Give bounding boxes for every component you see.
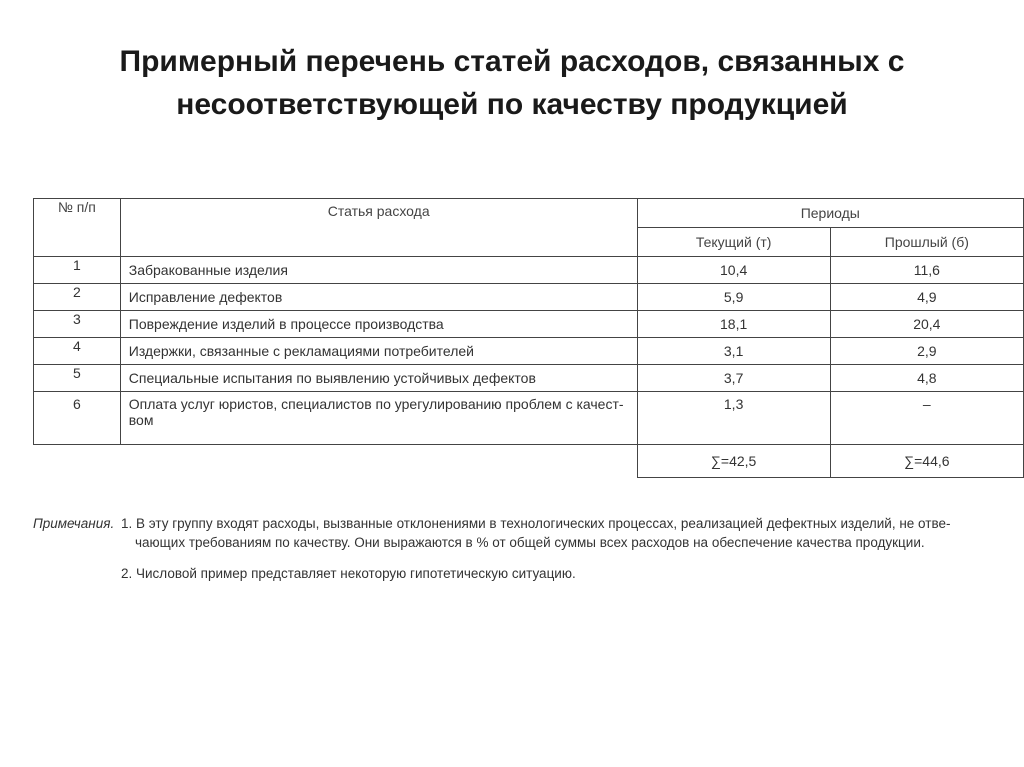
row-previous: 4,8 bbox=[830, 365, 1023, 392]
row-name: Повреждение изделий в процессе производства bbox=[120, 311, 637, 338]
row-previous: 2,9 bbox=[830, 338, 1023, 365]
row-num: 4 bbox=[34, 338, 121, 365]
row-previous: – bbox=[830, 392, 1023, 445]
row-current: 3,7 bbox=[637, 365, 830, 392]
header-periods: Периоды bbox=[637, 199, 1023, 228]
note-2: 2. Числовой пример представляет некоторую гипотетическую ситуацию. bbox=[121, 566, 576, 581]
row-num: 5 bbox=[34, 365, 121, 392]
total-current: ∑=42,5 bbox=[637, 445, 830, 478]
row-current: 10,4 bbox=[637, 257, 830, 284]
row-previous: 4,9 bbox=[830, 284, 1023, 311]
note-1-line-1: 1. В эту группу входят расходы, вызванные отклонениями в технологических процессах, реализацией дефектных изделий, не отве- bbox=[121, 516, 951, 531]
row-name: Оплата услуг юристов, специалистов по урегулированию проблем с качест-вом bbox=[120, 392, 637, 445]
title-line-1: Примерный перечень статей расходов, связанных с bbox=[119, 45, 905, 78]
table-row bbox=[34, 338, 1024, 365]
title-line-2: несоответствующей по качеству продукцией bbox=[176, 88, 848, 121]
row-num: 3 bbox=[34, 311, 121, 338]
row-num: 2 bbox=[34, 284, 121, 311]
note-1-line-2: чающих требованиям по качеству. Они выражаются в % от общей суммы всех расходов на обеспечение качества продукции. bbox=[135, 535, 925, 550]
table-row bbox=[34, 365, 1024, 392]
notes-label: Примечания. bbox=[33, 516, 115, 531]
table-row bbox=[34, 257, 1024, 284]
header-previous: Прошлый (б) bbox=[830, 228, 1023, 257]
row-name: Специальные испытания по выявлению устойчивых дефектов bbox=[120, 365, 637, 392]
table-row bbox=[34, 284, 1024, 311]
row-name: Забракованные изделия bbox=[120, 257, 637, 284]
row-num: 6 bbox=[34, 392, 121, 445]
header-current: Текущий (т) bbox=[637, 228, 830, 257]
row-name: Издержки, связанные с рекламациями потребителей bbox=[120, 338, 637, 365]
table-header-row bbox=[34, 199, 1024, 228]
totals-row bbox=[34, 445, 1024, 478]
row-current: 3,1 bbox=[637, 338, 830, 365]
row-current: 5,9 bbox=[637, 284, 830, 311]
row-previous: 11,6 bbox=[830, 257, 1023, 284]
total-previous: ∑=44,6 bbox=[830, 445, 1023, 478]
row-previous: 20,4 bbox=[830, 311, 1023, 338]
row-current: 18,1 bbox=[637, 311, 830, 338]
row-num: 1 bbox=[34, 257, 121, 284]
row-name: Исправление дефектов bbox=[120, 284, 637, 311]
table-row bbox=[34, 392, 1024, 445]
header-num: № п/п bbox=[34, 199, 121, 257]
table-row bbox=[34, 311, 1024, 338]
page-title bbox=[0, 40, 1024, 126]
notes bbox=[33, 514, 983, 583]
row-current: 1,3 bbox=[637, 392, 830, 445]
header-name: Статья расхода bbox=[120, 199, 637, 257]
expense-table bbox=[33, 198, 1024, 478]
